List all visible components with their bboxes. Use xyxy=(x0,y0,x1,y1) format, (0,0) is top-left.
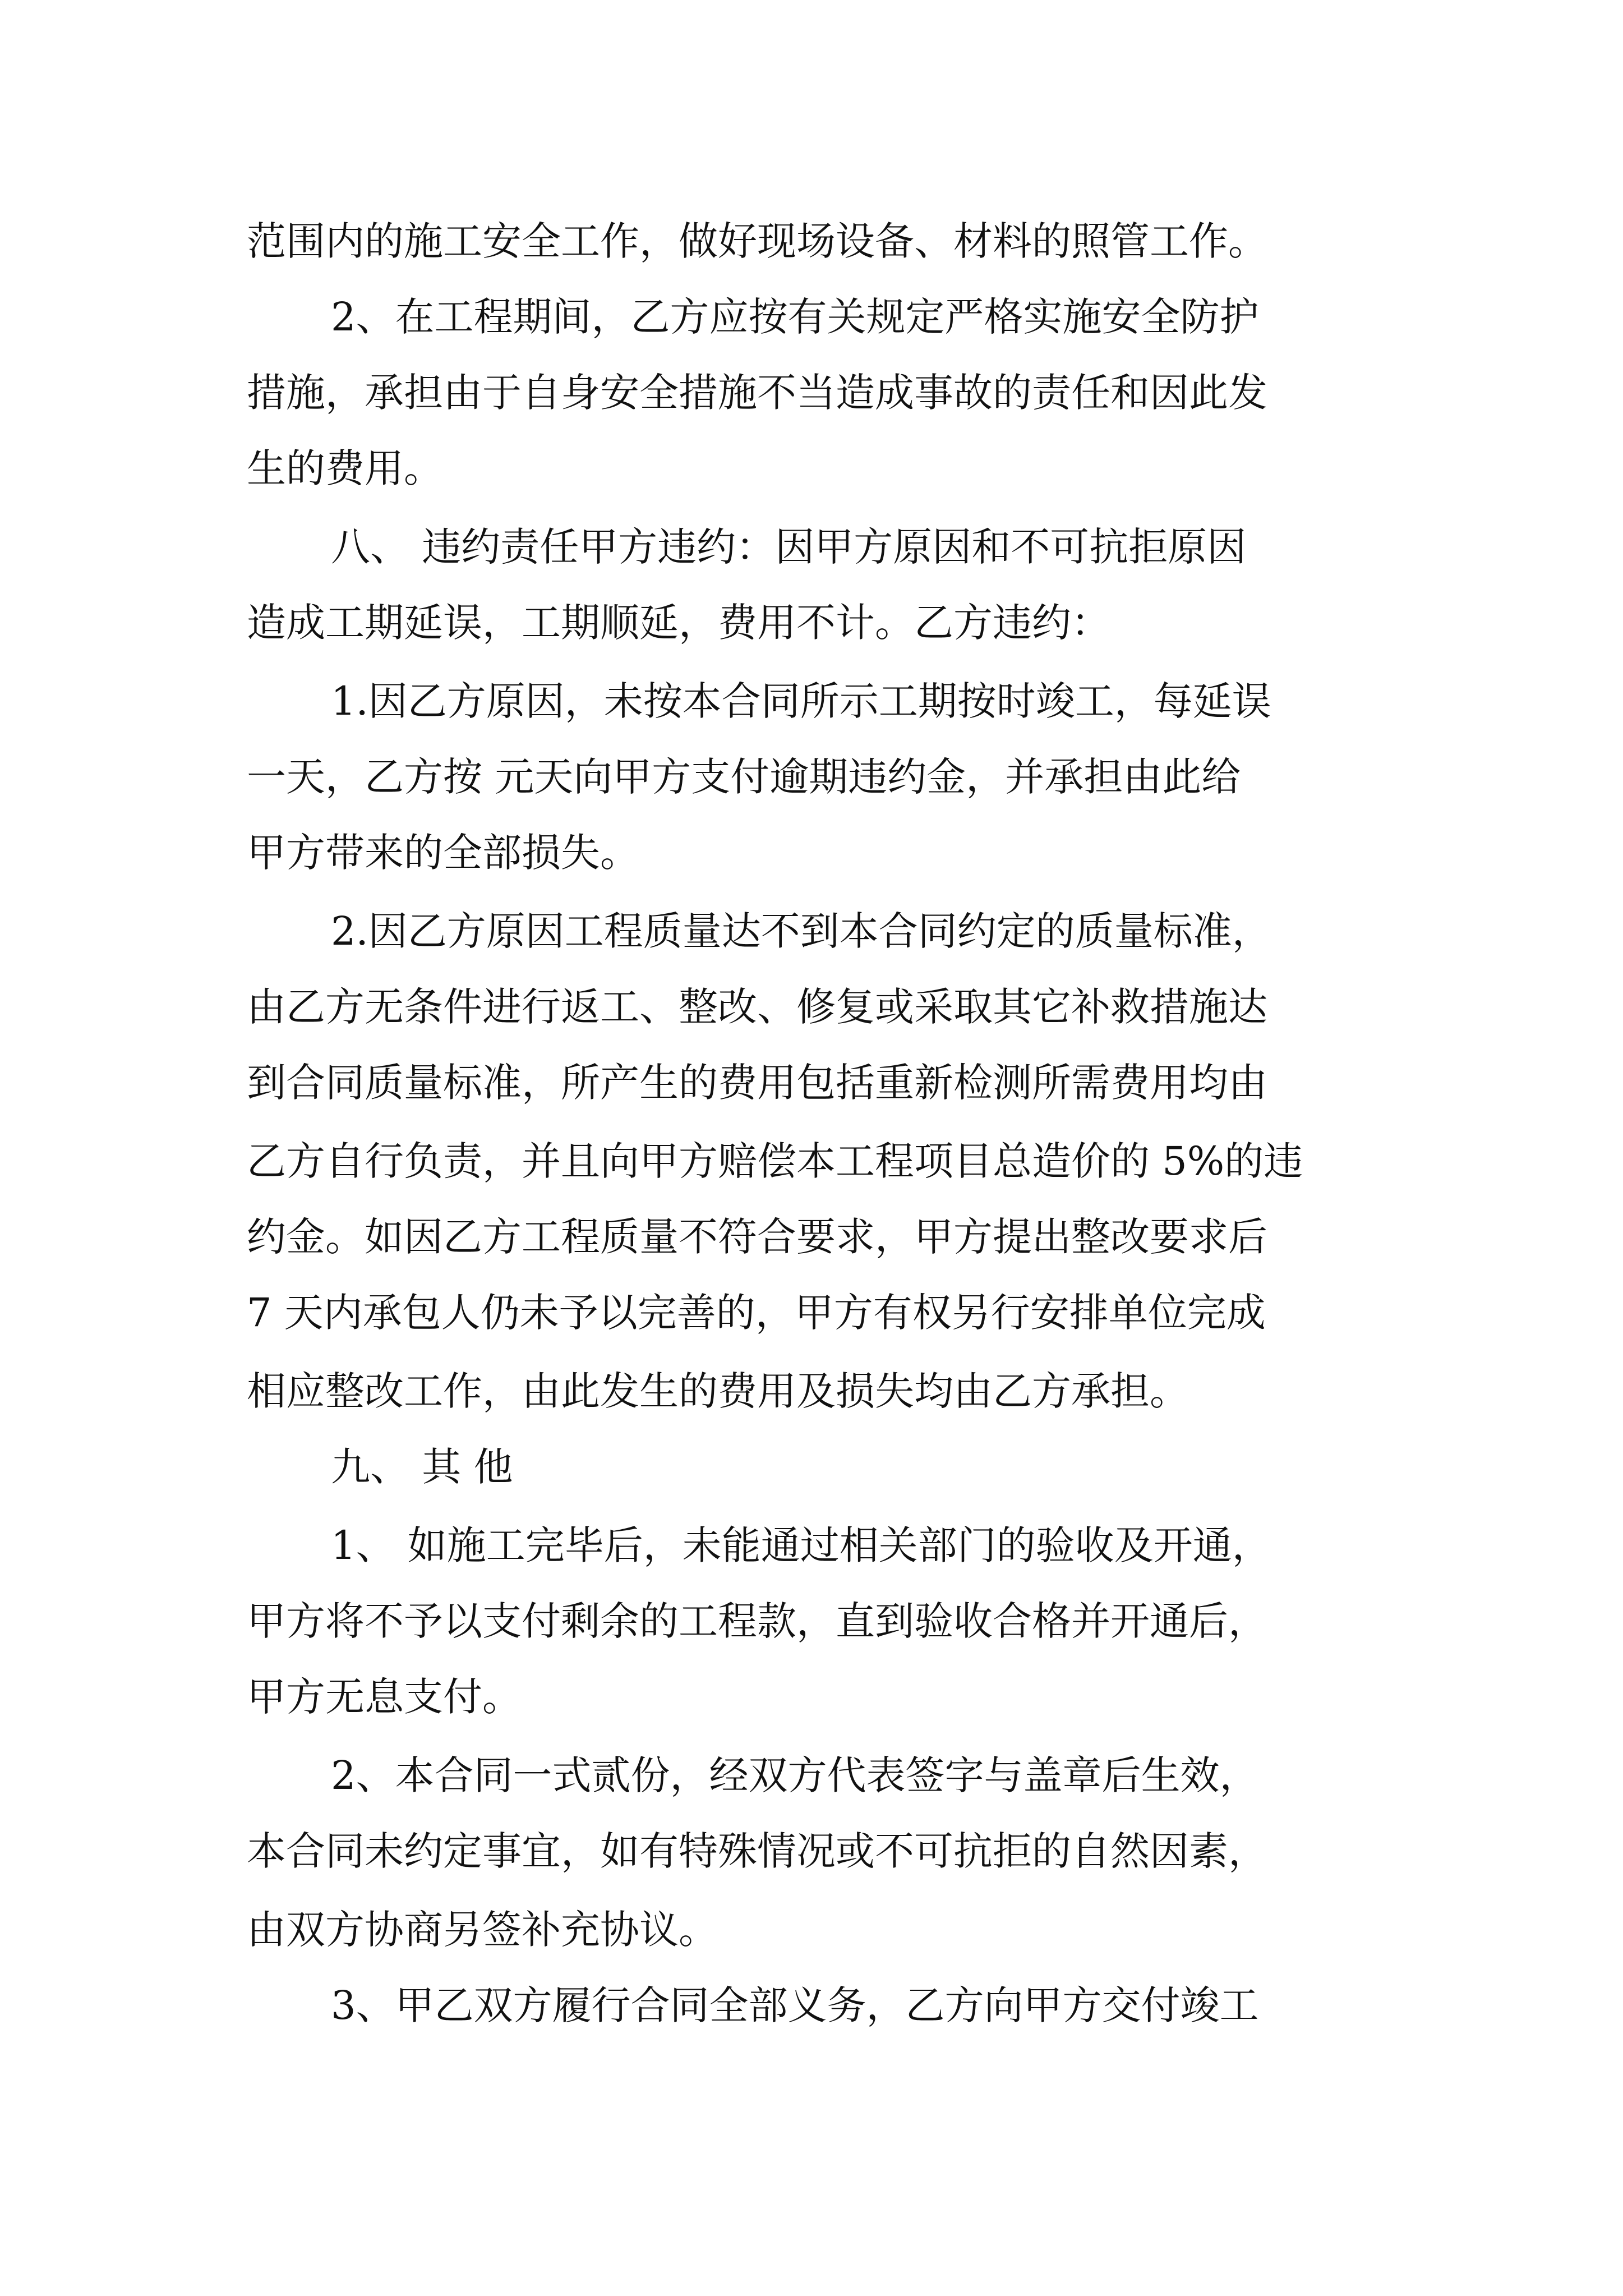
text-line: 到合同质量标准，所产生的费用包括重新检测所需费用均由 xyxy=(247,1060,1267,1106)
text-line: 本合同未约定事宜，如有特殊情况或不可抗拒的自然因素， xyxy=(247,1828,1267,1874)
text-line: 1.因乙方原因，未按本合同所示工期按时竣工，每延误 xyxy=(331,678,1271,724)
text-line: 2.因乙方原因工程质量达不到本合同约定的质量标准， xyxy=(331,908,1271,954)
text-line: 2、本合同一式贰份，经双方代表签字与盖章后生效， xyxy=(331,1752,1259,1798)
text-line: 一天，乙方按 元天向甲方支付逾期违约金，并承担由此给 xyxy=(247,754,1241,800)
text-line: 7 天内承包人仍未予以完善的，甲方有权另行安排单位完成 xyxy=(247,1290,1266,1336)
text-line: 造成工期延误，工期顺延，费用不计。乙方违约： xyxy=(247,600,1110,646)
text-line: 由双方协商另签补充协议。 xyxy=(247,1907,718,1953)
text-line: 范围内的施工安全工作，做好现场设备、材料的照管工作。 xyxy=(247,218,1267,264)
text-line: 九、 其 他 xyxy=(331,1444,513,1490)
text-line: 生的费用。 xyxy=(247,445,443,491)
text-line: 相应整改工作，由此发生的费用及损失均由乙方承担。 xyxy=(247,1368,1189,1414)
text-line: 甲方将不予以支付剩余的工程款，直到验收合格并开通后， xyxy=(247,1598,1267,1644)
text-line: 甲方无息支付。 xyxy=(247,1674,522,1720)
text-line: 1、 如施工完毕后，未能通过相关部门的验收及开通， xyxy=(331,1522,1271,1568)
text-line: 由乙方无条件进行返工、整改、修复或采取其它补救措施达 xyxy=(247,984,1267,1030)
text-line: 2、在工程期间，乙方应按有关规定严格实施安全防护 xyxy=(331,294,1259,340)
text-line: 3、甲乙双方履行合同全部义务，乙方向甲方交付竣工 xyxy=(331,1982,1259,2028)
text-line: 乙方自行负责，并且向甲方赔偿本工程项目总造价的 5%的违 xyxy=(247,1138,1303,1184)
text-line: 甲方带来的全部损失。 xyxy=(247,830,639,876)
text-line: 措施，承担由于自身安全措施不当造成事故的责任和因此发 xyxy=(247,370,1267,416)
text-line: 八、 违约责任甲方违约：因甲方原因和不可抗拒原因 xyxy=(331,524,1247,570)
text-line: 约金。如因乙方工程质量不符合要求，甲方提出整改要求后 xyxy=(247,1214,1267,1260)
